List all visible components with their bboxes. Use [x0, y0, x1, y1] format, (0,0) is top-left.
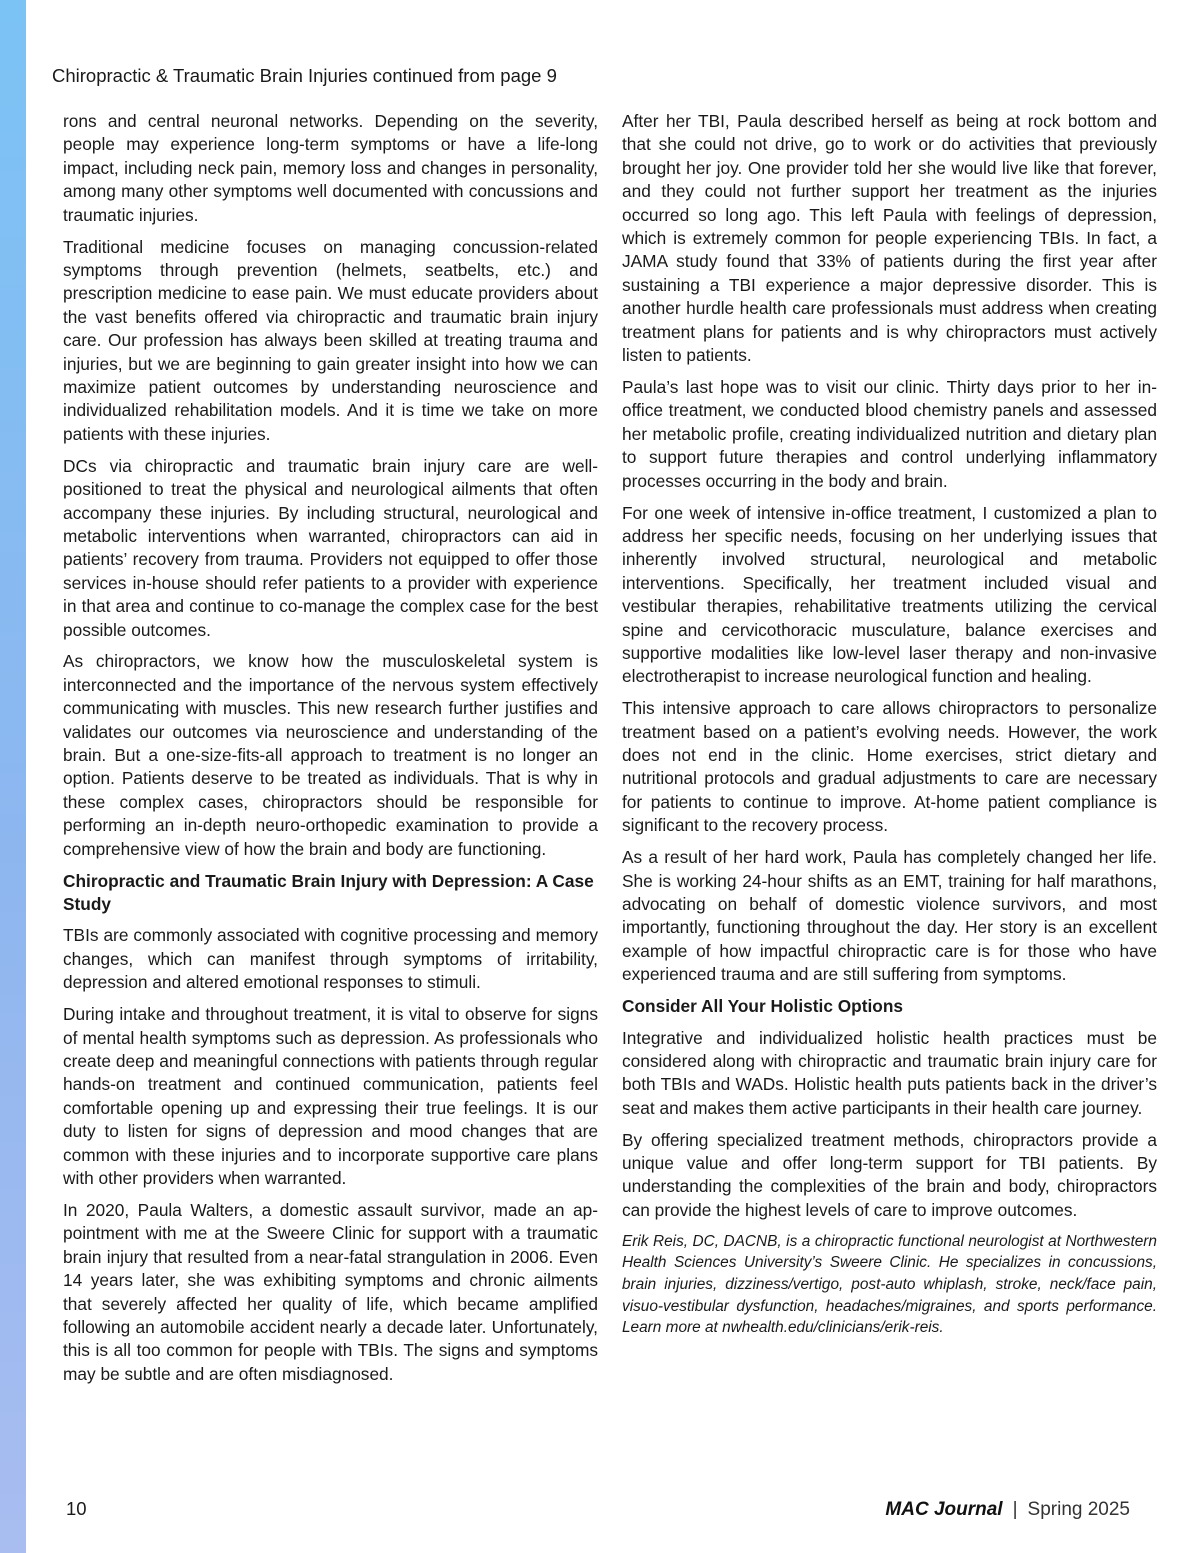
- footer-publication: [885, 1498, 1130, 1522]
- paragraph: This intensive approach to care allows chiropractors to personalize treatment based on a patient’s evolving needs. However, the work does not end in the clinic. Home exercises, strict dietary and nutritional protocols and gradual adjustments to care are necessary for patients to continue to improve. At-home patient compliance is significant to the recovery process.: [622, 698, 1157, 836]
- issue-date: Spring 2025: [1027, 1499, 1130, 1520]
- paragraph: As a result of her hard work, Paula has completely changed her life. She is working 24-hour shifts as an EMT, training for half marathons, advocating on behalf of domestic violence survivors, and most importantly, functioning throughout the day. Her story is an excellent example of how impactful chiropractic care is for those who have experienced trauma and are still suffering from symptoms.: [622, 847, 1157, 985]
- section-heading-case-study: Chiropractic and Traumatic Brain Injury with Depression: A Case Study: [63, 870, 594, 914]
- paragraph: Traditional medicine focuses on managing concussion-related symptoms through prevention (helmets, seatbelts, etc.) and prescription medicine to ease pain. We must educate providers about the vast benefits offered via chiropractic and traumatic brain injury care. Our profession has always been skilled at treating trauma and injuries, but we are beginning to gain greater insight into how we can maximize patient outcomes by understanding neuroscience and individualized rehabilitation models. And it is time we take on more patients with these injuries.: [63, 236, 598, 444]
- left-column: [63, 110, 598, 1395]
- decorative-side-bar: [0, 0, 26, 1553]
- continued-from-line: Chiropractic & Traumatic Brain Injuries continued from page 9: [52, 65, 557, 86]
- author-bio: Erik Reis, DC, DACNB, is a chiropractic functional neurologist at Northwestern Health Sciences University’s Sweere Clinic. He specializes in concussions, brain injuries, dizziness/vertigo, post-auto whiplash, stroke, neck/face pain, visuo-vestibular dysfunction, headaches/migraines, and sports performance. Learn more at nwhealth.edu/clinicians/erik-reis.: [622, 1232, 1157, 1337]
- paragraph: DCs via chiropractic and traumatic brain injury care are well-positioned to treat the physical and neurological ailments that often accompany these injuries. By including structural, neurological and metabolic interventions when warranted, chiropractors can aid in patients’ recovery from trauma. Providers not equipped to offer those services in-house should refer patients to a provider with experience in that area and continue to co-manage the complex case for the best possible outcomes.: [63, 455, 598, 640]
- section-heading-holistic-options: Consider All Your Holistic Options: [622, 996, 904, 1017]
- journal-name: MAC Journal: [885, 1499, 1003, 1520]
- right-column: [622, 110, 1157, 1347]
- paragraph: In 2020, Paula Walters, a domestic assault survivor, made an appointment with me at the Sweere Clinic for support with a traumatic brain injury that resulted from a near-fatal strangulation in 2006. Even 14 years later, she was exhibiting symptoms and chronic ailments that severely affected her quality of life, which became amplified following an automobile accident nearly a decade later. Unfortunately, this is all too common for people with TBIs. The signs and symptoms may be subtle and are often misdiagnosed.: [63, 1199, 598, 1384]
- paragraph: TBIs are commonly associated with cognitive processing and memory changes, which can manifest through symptoms of irritability, depression and altered emotional responses to stimuli.: [63, 925, 598, 993]
- paragraph: Paula’s last hope was to visit our clinic. Thirty days prior to her in-office treatment, we conducted blood chemistry panels and assessed her metabolic profile, creating individualized nutrition and dietary plan to support future therapies and control underlying inflammatory processes occurring in the body and brain.: [622, 376, 1157, 491]
- footer-separator: |: [1012, 1499, 1018, 1520]
- paragraph: As chiropractors, we know how the musculoskeletal system is interconnected and the importance of the nervous system effectively communicating with muscles. This new research further justifies and validates our outcomes via neuroscience and understanding of the brain. But a one-size-fits-all approach to treatment is no longer an option. Patients deserve to be treated as individuals. That is why in these complex cases, chiropractors should be responsible for performing an in-depth neuro-orthopedic examination to provide a comprehensive view of how the brain and body are functioning.: [63, 651, 598, 859]
- paragraph: During intake and throughout treatment, it is vital to observe for signs of mental health symptoms such as depression. As professionals who create deep and meaningful connections with patients through regular hands-on treatment and continued communication, patients feel comfortable opening up and expressing their true feelings. It is our duty to listen for signs of depression and mood changes that are common with these injuries and to incorporate supportive care plans with other providers when warranted.: [63, 1004, 598, 1188]
- paragraph: For one week of intensive in-office treatment, I customized a plan to address her specific needs, focusing on her underlying issues that inherently involved structural, neurological and metabolic interventions. Specifically, her treatment included visual and vestibular therapies, rehabilitative treatments utilizing the cervical spine and cervicothoracic musculature, balance exercises and supportive modalities like low-level laser therapy and non-invasive electrotherapist to increase neurological function and healing.: [622, 502, 1157, 687]
- paragraph: Integrative and individualized holistic health practices must be considered along with chiropractic and traumatic brain injury care for both TBIs and WADs. Holistic health puts patients back in the driver’s seat and makes them active participants in their health care journey.: [622, 1027, 1157, 1118]
- paragraph: rons and central neuronal networks. Depending on the severity, people may experience long-term symptoms or have a life-long impact, including neck pain, memory loss and changes in personality, among many other symptoms well documented with concussions and traumatic injuries.: [63, 111, 598, 225]
- paragraph: By offering specialized treatment methods, chiropractors provide a unique value and offer long-term support for TBI patients. By understanding the complexities of the brain and body, chiropractors can provide the highest levels of care to improve outcomes.: [622, 1129, 1157, 1220]
- page-number: 10: [66, 1498, 87, 1519]
- paragraph: After her TBI, Paula described herself as being at rock bottom and that she could not drive, go to work or do activities that previously brought her joy. One provider told her she would live like that forever, and they could not further support her treatment as the injuries occurred so long ago. This left Paula with feelings of depression, which is extremely common for people experiencing TBIs. In fact, a JAMA study found that 33% of patients during the first year after sustaining a TBI experience a major depressive disorder. This is another hurdle health care professionals must address when creating treatment plans for patients and is why chiropractors must actively listen to patients.: [622, 111, 1157, 366]
